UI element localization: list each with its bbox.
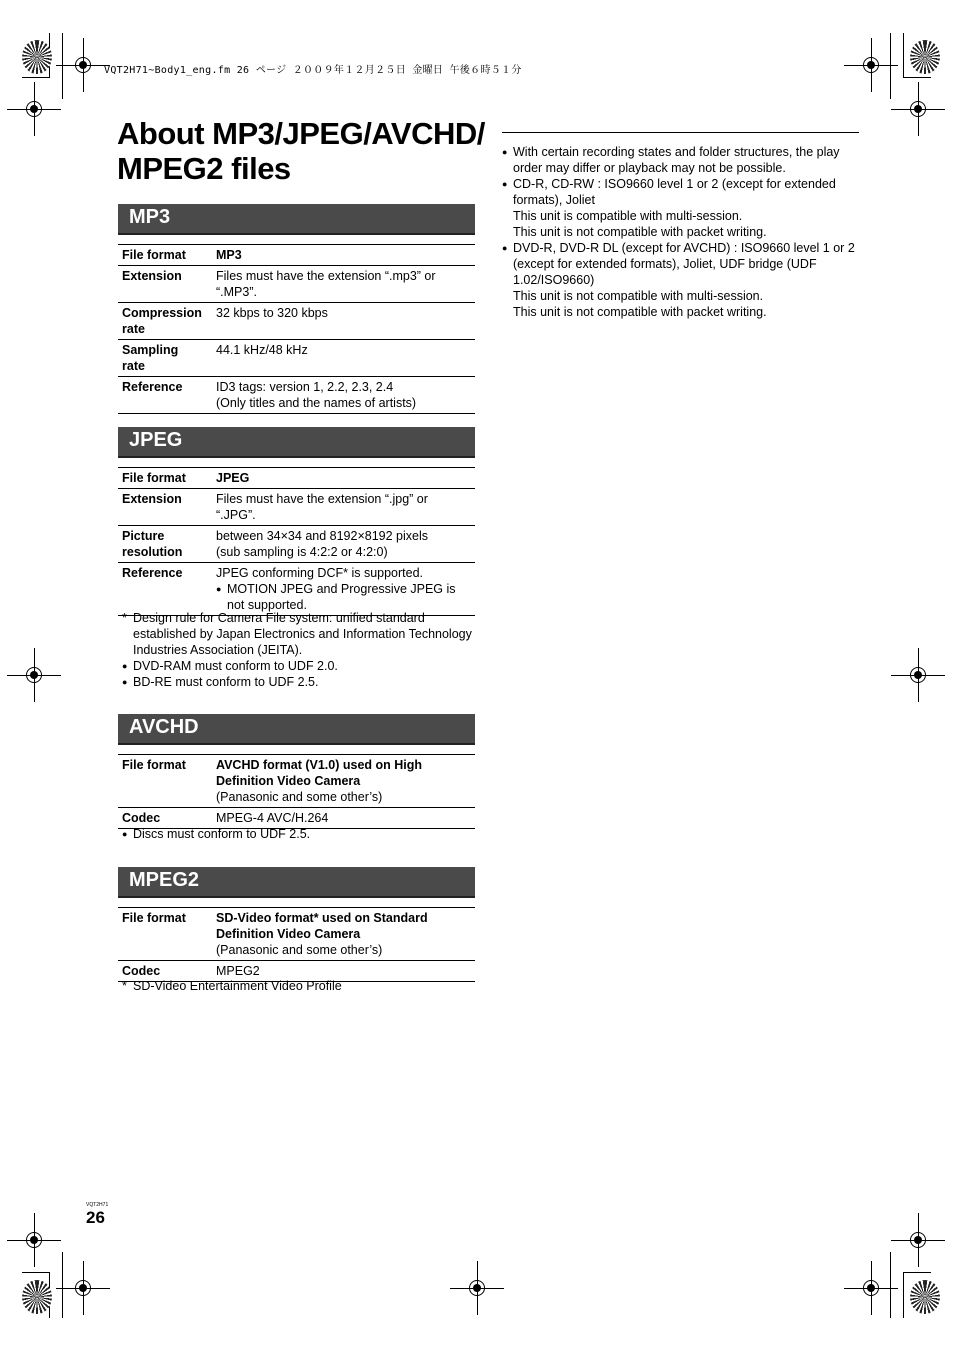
- color-bar-icon: [910, 1280, 940, 1314]
- registration-mark-icon: [70, 1275, 96, 1301]
- color-bar-icon: [22, 40, 52, 74]
- bullet-item: ● Discs must conform to UDF 2.5.: [122, 826, 472, 842]
- spec-value-line: ID3 tags: version 1, 2.2, 2.3, 2.4: [216, 380, 394, 394]
- registration-mark-icon: [905, 662, 931, 688]
- mpeg2-spec-table: [118, 907, 475, 982]
- color-bar-icon: [22, 1280, 52, 1314]
- table-row: [118, 526, 475, 563]
- spec-key-line: rate: [122, 359, 145, 373]
- spec-value: 32 kbps to 320 kbps: [212, 303, 475, 340]
- bullet-item: ● DVD-RAM must conform to UDF 2.0.: [122, 658, 472, 674]
- spec-value-line: “.JPG”.: [216, 508, 256, 522]
- footnote: * Design rule for Camera File system: unified standard established by Japan Electronics and Information Technology Industries Association (JEITA).: [122, 610, 472, 658]
- spec-value: 44.1 kHz/48 kHz: [212, 340, 475, 377]
- spec-value-line: Files must have the extension “.mp3” or: [216, 269, 436, 283]
- bullet-item: [502, 240, 860, 320]
- page-title-line: About MP3/JPEG/AVCHD/: [117, 116, 485, 151]
- spec-value: [212, 489, 475, 526]
- bullet-line: This unit is not compatible with multi-session.: [513, 289, 764, 303]
- spec-key: [118, 526, 212, 563]
- table-row: [118, 468, 475, 489]
- spec-value-line: between 34×34 and 8192×8192 pixels: [216, 529, 428, 543]
- model-code: VQT2H71: [86, 1202, 109, 1208]
- spec-key: Reference: [118, 377, 212, 414]
- table-row: [118, 303, 475, 340]
- section-heading-mp3: MP3: [118, 204, 475, 235]
- table-row: [118, 908, 475, 961]
- registration-mark-icon: [905, 1227, 931, 1253]
- crop-mark: [903, 1272, 931, 1273]
- spec-key: Codec: [118, 808, 212, 829]
- crop-mark: [903, 33, 904, 77]
- spec-value: MP3: [212, 245, 475, 266]
- bullet-line: ● CD-R, CD-RW : ISO9660 level 1 or 2 (except for extended formats), Joliet: [513, 177, 836, 207]
- spec-value: MPEG2: [212, 961, 475, 982]
- registration-mark-icon: [858, 52, 884, 78]
- compatibility-notes: [502, 144, 860, 320]
- page-number: 26: [86, 1208, 105, 1227]
- crop-mark: [903, 77, 931, 78]
- spec-key: File format: [118, 755, 212, 808]
- bullet-line: This unit is compatible with multi-session.: [513, 209, 743, 223]
- spec-key: File format: [118, 908, 212, 961]
- registration-mark-icon: [70, 52, 96, 78]
- spec-key-line: resolution: [122, 545, 183, 559]
- spec-key: Reference: [118, 563, 212, 616]
- spec-key-line: Sampling: [122, 343, 179, 357]
- avchd-spec-table: [118, 754, 475, 829]
- bullet-item: ● MOTION JPEG and Progressive JPEG is not supported.: [216, 581, 471, 613]
- spec-value-line: (Panasonic and some other’s): [216, 943, 383, 957]
- table-row: [118, 245, 475, 266]
- spec-value: JPEG: [212, 468, 475, 489]
- bullet-line: ● DVD-R, DVD-R DL (except for AVCHD) : ISO9660 level 1 or 2 (except for extended formats), Joliet, UDF bridge (UDF 1.02/ISO9660): [513, 241, 855, 287]
- spec-value-line: (Panasonic and some other’s): [216, 790, 383, 804]
- registration-mark-icon: [21, 96, 47, 122]
- footnote: * SD-Video Entertainment Video Profile: [122, 978, 472, 994]
- spec-key: [118, 340, 212, 377]
- spec-value: MPEG-4 AVC/H.264: [212, 808, 475, 829]
- page-title-line: MPEG2 files: [117, 151, 291, 186]
- spec-value-line: SD-Video format* used on Standard: [216, 911, 428, 925]
- spec-value: [212, 377, 475, 414]
- spec-value-line: Definition Video Camera: [216, 927, 361, 941]
- mpeg2-notes: [122, 978, 472, 994]
- registration-mark-icon: [21, 662, 47, 688]
- jpeg-spec-table: [118, 467, 475, 616]
- spec-key: [118, 303, 212, 340]
- crop-mark: [62, 33, 63, 99]
- spec-value: [212, 755, 475, 808]
- registration-mark-icon: [905, 96, 931, 122]
- bullet-line: This unit is not compatible with packet writing.: [513, 305, 767, 319]
- spec-value-line: Files must have the extension “.jpg” or: [216, 492, 428, 506]
- registration-mark-icon: [464, 1275, 490, 1301]
- section-heading-jpeg: JPEG: [118, 427, 475, 458]
- spec-key-line: rate: [122, 322, 145, 336]
- spec-key: File format: [118, 245, 212, 266]
- spec-value-line: “.MP3”.: [216, 285, 257, 299]
- spec-key: Codec: [118, 961, 212, 982]
- bullet-item: [502, 176, 860, 240]
- file-header: VQT2H71~Body1_eng.fm 26 ページ ２００９年１２月２５日 金曜日 午後６時５１分: [104, 65, 522, 76]
- crop-mark: [903, 1272, 904, 1318]
- crop-mark: [22, 1272, 50, 1273]
- spec-value: [212, 908, 475, 961]
- avchd-notes: [122, 826, 472, 842]
- bullet-line: This unit is not compatible with packet writing.: [513, 225, 767, 239]
- column-rule: [502, 132, 859, 133]
- registration-mark-icon: [858, 1275, 884, 1301]
- spec-value-line: AVCHD format (V1.0) used on High: [216, 758, 423, 772]
- spec-key: Extension: [118, 489, 212, 526]
- crop-mark: [890, 1252, 891, 1318]
- page-title: [117, 116, 497, 186]
- crop-mark: [62, 1252, 63, 1318]
- spec-value-line: (sub sampling is 4:2:2 or 4:2:0): [216, 545, 388, 559]
- spec-value: [212, 563, 475, 616]
- bullet-item: ● With certain recording states and folder structures, the play order may differ or playback may not be possible.: [502, 144, 860, 176]
- jpeg-notes: [122, 610, 472, 690]
- spec-key: Extension: [118, 266, 212, 303]
- crop-mark: [22, 77, 50, 78]
- mp3-spec-table: [118, 244, 475, 414]
- bullet-item: ● BD-RE must conform to UDF 2.5.: [122, 674, 472, 690]
- table-row: [118, 563, 475, 616]
- spec-value: [212, 526, 475, 563]
- spec-key-line: Picture: [122, 529, 165, 543]
- section-heading-mpeg2: MPEG2: [118, 867, 475, 898]
- table-row: [118, 377, 475, 414]
- registration-mark-icon: [21, 1227, 47, 1253]
- section-heading-avchd: AVCHD: [118, 714, 475, 745]
- table-row: [118, 340, 475, 377]
- color-bar-icon: [910, 40, 940, 74]
- table-row: [118, 266, 475, 303]
- table-row: [118, 755, 475, 808]
- spec-key-line: Compression: [122, 306, 202, 320]
- spec-key: File format: [118, 468, 212, 489]
- crop-mark: [890, 33, 891, 99]
- spec-value-line: Definition Video Camera: [216, 774, 361, 788]
- spec-value-line: JPEG conforming DCF* is supported.: [216, 566, 424, 580]
- table-row: [118, 489, 475, 526]
- spec-value: [212, 266, 475, 303]
- spec-value-line: (Only titles and the names of artists): [216, 396, 417, 410]
